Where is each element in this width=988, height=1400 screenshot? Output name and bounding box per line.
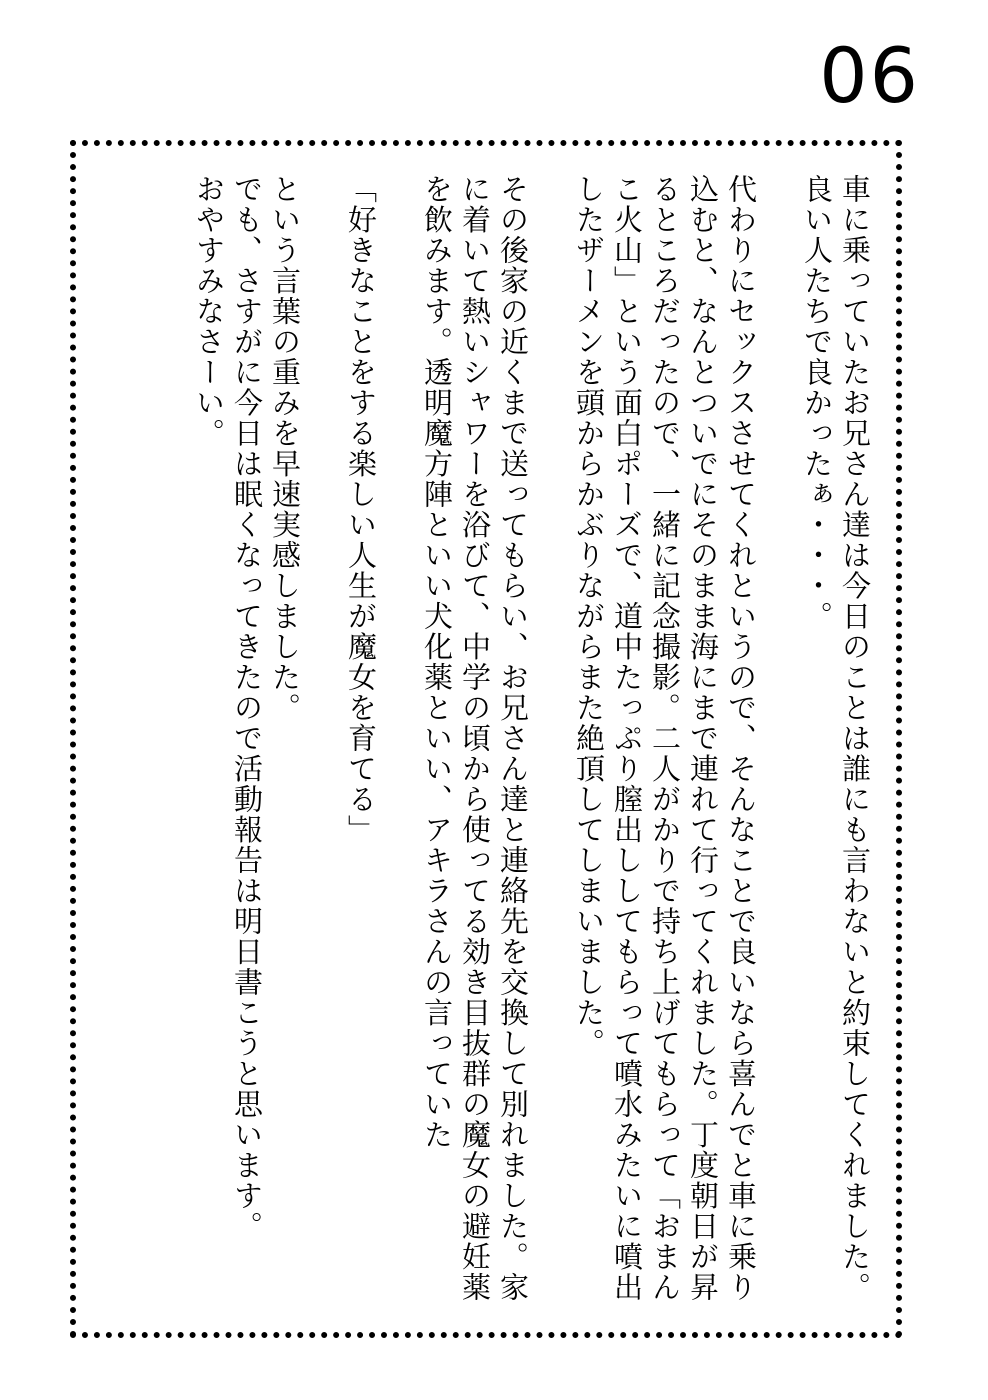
paragraph-spacer [380,174,418,1304]
paragraph: 良い人たちで良かったぁ・・・。 [800,174,834,632]
page-number: 06 [819,31,920,120]
paragraph: おやすみなさーい。 [192,174,226,449]
paragraph: でも、さすがに今日は眠くなってきたので活動報告は明日書こうと思います。 [230,174,264,1242]
paragraph-spacer [760,174,798,1304]
paragraph-spacer [532,174,570,1304]
paragraph: 代わりにセックスさせてくれというので、そんなことで良いなら喜んでと車に乗り込むと、なんとついでにそのまま海にまで連れて行ってくれました。丁度朝日が昇るところだったので、一緒に記念撮影。二人がかりで持ち上げてもらって「おまんこ火山」という面白ポーズで、道中たっぷり膣出ししてもらって噴水みたいに噴出したザーメンを頭からかぶりながらまた絶頂してしまいました。 [572,174,758,1303]
dotted-text-frame [70,140,902,1338]
paragraph: 「好きなことをする楽しい人生が魔女を育てる」 [344,174,378,845]
vertical-body-text [190,174,874,1304]
paragraph-spacer [304,174,342,1304]
paragraph: その後家の近くまで送ってもらい、お兄さん達と連絡先を交換して別れました。家に着いて熱いシャワーを浴びて、中学の頃から使ってる効き目抜群の魔女の避妊薬を飲みます。透明魔方陣といい犬化薬といい、アキラさんの言っていた [420,174,530,1303]
paragraph: という言葉の重みを早速実感しました。 [268,174,302,723]
paragraph: 車に乗っていたお兄さん達は今日のことは誰にも言わないと約束してくれました。 [838,174,872,1303]
